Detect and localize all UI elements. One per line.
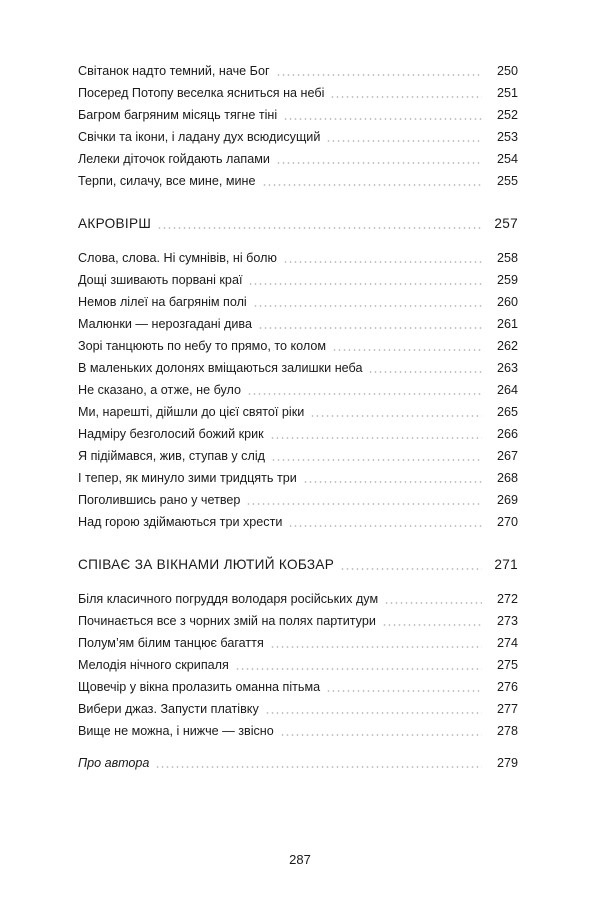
entry-title: Світанок надто темний, наче Бог [78, 64, 270, 78]
page-number: 269 [496, 493, 518, 507]
page-number: 276 [496, 680, 518, 694]
toc-entry [78, 401, 518, 423]
dot-leader [326, 140, 482, 142]
page-number: 265 [496, 405, 518, 419]
page-number: 251 [496, 86, 518, 100]
toc-group [78, 588, 518, 742]
entry-title: Біля класичного погруддя володаря російських дум [78, 592, 379, 606]
toc-entry [78, 676, 518, 698]
dot-leader [382, 624, 482, 626]
entry-title: Слова, слова. Ні сумнівів, ні болю [78, 251, 277, 265]
dot-leader [247, 393, 482, 395]
page-number: 250 [496, 64, 518, 78]
dot-leader [270, 437, 482, 439]
entry-title: Мелодія нічного скрипаля [78, 658, 229, 672]
page-number: 273 [496, 614, 518, 628]
page-number: 252 [496, 108, 518, 122]
dot-leader [330, 96, 482, 98]
dot-leader [265, 712, 482, 714]
toc-entry [78, 610, 518, 632]
entry-title: Надміру безголосий божий крик [78, 427, 264, 441]
entry-title: Поголившись рано у четвер [78, 493, 241, 507]
entry-title: Я підіймався, жив, ступав у слід [78, 449, 265, 463]
dot-leader [340, 568, 482, 570]
dot-leader [310, 415, 482, 417]
dot-leader [288, 525, 482, 527]
dot-leader [246, 503, 482, 505]
toc-entry [78, 291, 518, 313]
entry-title: Свічки та ікони, і ладану дух всюдисущий [78, 130, 321, 144]
toc-entry [78, 313, 518, 335]
dot-leader [258, 327, 482, 329]
dot-leader [262, 184, 483, 186]
folio-page-number: 287 [289, 852, 311, 867]
page-number: 260 [496, 295, 518, 309]
page-number: 264 [496, 383, 518, 397]
page-number: 259 [496, 273, 518, 287]
table-of-contents [78, 60, 518, 774]
dot-leader [368, 371, 482, 373]
dot-leader [283, 261, 482, 263]
toc-section-heading [78, 213, 518, 235]
page-number: 274 [496, 636, 518, 650]
dot-leader [270, 646, 482, 648]
page-number: 255 [496, 174, 518, 188]
page-number: 258 [496, 251, 518, 265]
page-number: 270 [496, 515, 518, 529]
entry-title: Посеред Потопу веселка ясниться на небі [78, 86, 325, 100]
toc-group [78, 60, 518, 192]
toc-entry [78, 82, 518, 104]
toc-entry [78, 423, 518, 445]
entry-title: Немов лілеї на багрянім полі [78, 295, 247, 309]
dot-leader [280, 734, 482, 736]
toc-group [78, 247, 518, 533]
page-number: 271 [494, 557, 518, 572]
toc-entry [78, 170, 518, 192]
page-number: 278 [496, 724, 518, 738]
toc-entry [78, 335, 518, 357]
dot-leader [332, 349, 482, 351]
page-number: 279 [496, 756, 518, 770]
entry-title: Зорі танцюють по небу то прямо, то колом [78, 339, 326, 353]
toc-entry [78, 632, 518, 654]
toc-entry [78, 104, 518, 126]
entry-title: Малюнки — нерозгадані дива [78, 317, 252, 331]
entry-title: Вибери джаз. Запусти платівку [78, 702, 259, 716]
entry-title: Починається все з чорних змій на полях партитури [78, 614, 376, 628]
toc-entry [78, 379, 518, 401]
toc-entry [78, 148, 518, 170]
section-title: АКРОВІРШ [78, 216, 152, 231]
dot-leader [276, 74, 482, 76]
page-number: 253 [496, 130, 518, 144]
entry-title: Про автора [78, 756, 150, 770]
toc-entry [78, 445, 518, 467]
toc-section-heading [78, 554, 518, 576]
dot-leader [271, 459, 482, 461]
entry-title: Лелеки діточок гойдають лапами [78, 152, 270, 166]
entry-title: Ми, нарешті, дійшли до цієї святої ріки [78, 405, 305, 419]
dot-leader [248, 283, 482, 285]
entry-title: В маленьких долонях вміщаються залишки неба [78, 361, 363, 375]
page-number: 268 [496, 471, 518, 485]
toc-entry [78, 60, 518, 82]
dot-leader [384, 602, 482, 604]
dot-leader [253, 305, 482, 307]
toc-entry [78, 357, 518, 379]
page-number: 262 [496, 339, 518, 353]
page-number: 272 [496, 592, 518, 606]
entry-title: Багром багряним місяць тягне тіні [78, 108, 278, 122]
toc-entry [78, 588, 518, 610]
toc-entry [78, 720, 518, 742]
page-number: 257 [494, 216, 518, 231]
toc-entry [78, 247, 518, 269]
toc-entry [78, 467, 518, 489]
page-number: 261 [496, 317, 518, 331]
entry-title: І тепер, як минуло зими тридцять три [78, 471, 297, 485]
entry-title: Щовечір у вікна пролазить оманна пітьма [78, 680, 321, 694]
toc-entry [78, 654, 518, 676]
page-number: 254 [496, 152, 518, 166]
dot-leader [283, 118, 482, 120]
entry-title: Терпи, силачу, все мине, мине [78, 174, 256, 188]
dot-leader [235, 668, 482, 670]
entry-title: Полум’ям білим танцює багаття [78, 636, 264, 650]
page-number: 263 [496, 361, 518, 375]
dot-leader [155, 766, 482, 768]
entry-title: Дощі зшивають порвані краї [78, 273, 243, 287]
dot-leader [326, 690, 482, 692]
page-number: 275 [496, 658, 518, 672]
page-number: 277 [496, 702, 518, 716]
page-number: 267 [496, 449, 518, 463]
entry-title: Не сказано, а отже, не було [78, 383, 242, 397]
toc-entry [78, 511, 518, 533]
entry-title: Над горою здіймаються три хрести [78, 515, 283, 529]
entry-title: Вище не можна, і нижче — звісно [78, 724, 274, 738]
section-title: СПІВАЄ ЗА ВІКНАМИ ЛЮТИЙ КОБЗАР [78, 557, 335, 572]
toc-entry [78, 126, 518, 148]
dot-leader [276, 162, 482, 164]
dot-leader [157, 227, 482, 229]
toc-entry [78, 489, 518, 511]
dot-leader [303, 481, 482, 483]
toc-entry [78, 269, 518, 291]
toc-entry-about [78, 752, 518, 774]
page-number: 266 [496, 427, 518, 441]
toc-entry [78, 698, 518, 720]
